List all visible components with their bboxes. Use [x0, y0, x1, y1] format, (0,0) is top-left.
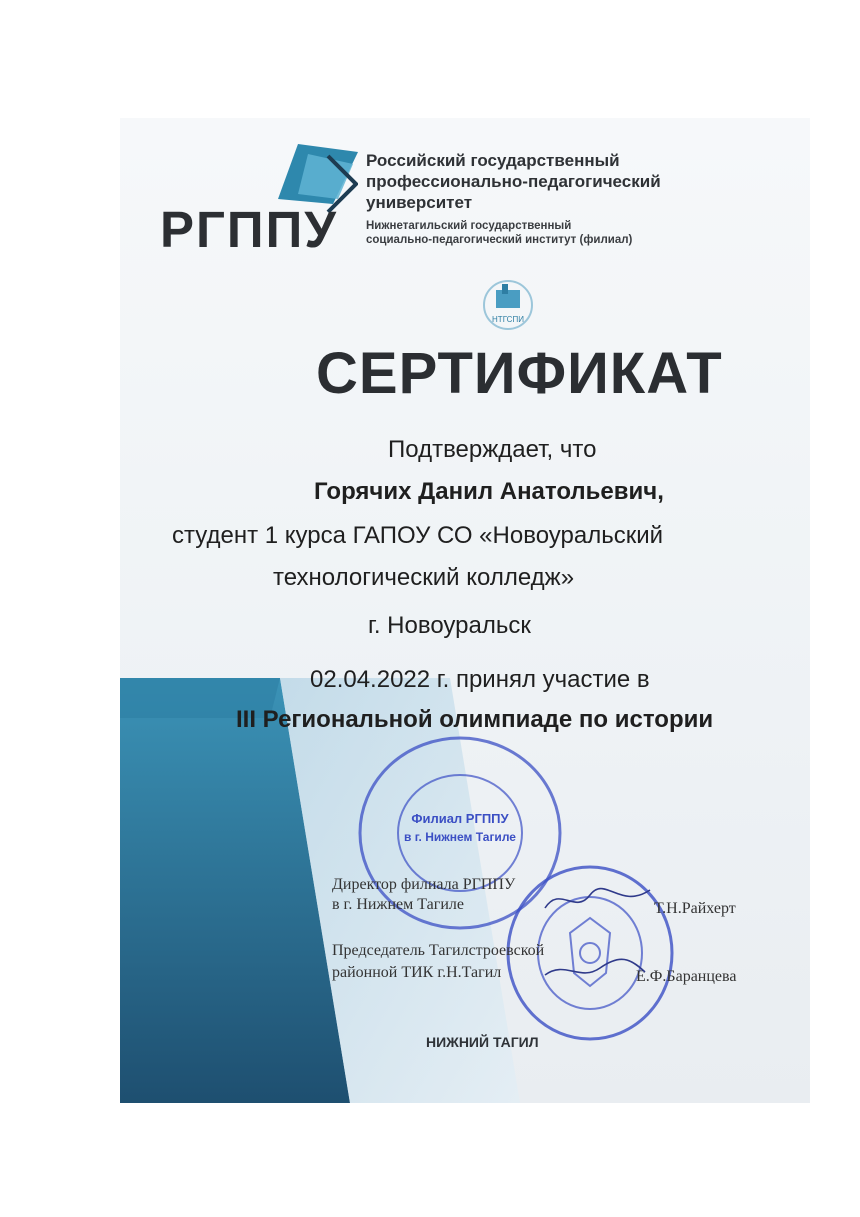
status-line2: технологический колледж» — [273, 564, 575, 591]
chair-title-line1: Председатель Тагилстроевской — [332, 942, 545, 959]
director-signature — [540, 880, 660, 920]
status-line1: студент 1 курса ГАПОУ СО «Новоуральский — [172, 522, 664, 549]
ntgspi-emblem-icon — [480, 278, 536, 332]
recipient-name: Горячих Данил Анатольевич, — [314, 478, 664, 505]
chair-signature — [540, 950, 650, 990]
logo-text: РГППУ — [160, 201, 338, 258]
confirms-text: Подтверждает, что — [388, 436, 597, 463]
svg-text:в г. Нижнем Тагиле: в г. Нижнем Тагиле — [404, 830, 516, 844]
university-name-line3: университет — [366, 193, 473, 212]
participation-text: 02.04.2022 г. принял участие в — [310, 666, 650, 693]
branch-name-line1: Нижнетагильский государственный — [366, 220, 572, 232]
university-name-line1: Российский государственный — [366, 151, 620, 170]
city-text: г. Новоуральск — [368, 612, 531, 639]
director-title-line2: в г. Нижнем Тагиле — [332, 896, 464, 913]
director-name: Т.Н.Райхерт — [654, 900, 736, 917]
chair-title-line2: районной ТИК г.Н.Тагил — [332, 964, 502, 981]
place-text: НИЖНИЙ ТАГИЛ — [426, 1034, 539, 1050]
director-title-line1: Директор филиала РГППУ — [332, 876, 516, 893]
certificate-title: СЕРТИФИКАТ — [316, 341, 723, 406]
certificate-page — [120, 118, 810, 1103]
svg-text:НТГСПИ: НТГСПИ — [492, 315, 524, 324]
chair-name: Е.Ф.Баранцева — [636, 968, 737, 985]
branch-name-line2: социально-педагогический институт (филиал) — [366, 234, 633, 246]
svg-text:Филиал РГППУ: Филиал РГППУ — [411, 811, 509, 826]
event-name: III Региональной олимпиаде по истории — [236, 706, 714, 733]
university-name-line2: профессионально-педагогический — [366, 172, 661, 191]
